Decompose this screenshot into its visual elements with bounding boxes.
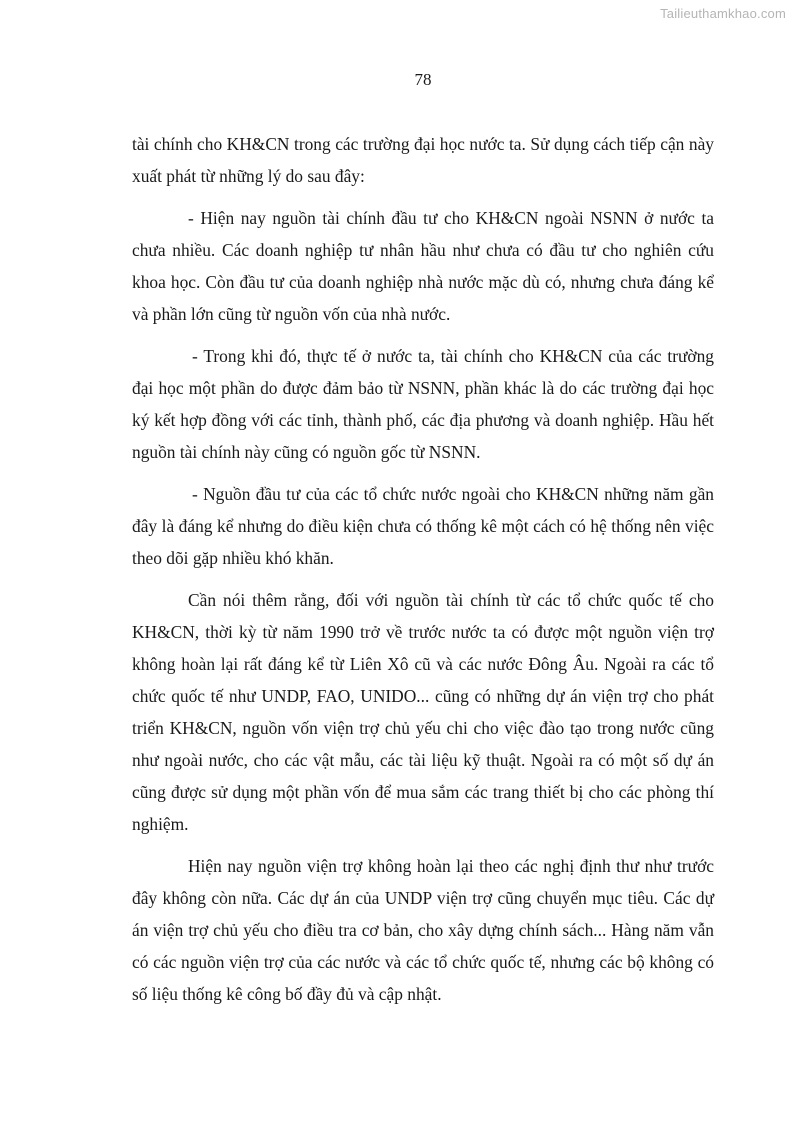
page-number: 78 [414,70,432,89]
paragraph-bullet-1: - Hiện nay nguồn tài chính đầu tư cho KH&CN ngoài NSNN ở nước ta chưa nhiều. Các doanh nghiệp tư nhân hầu như chưa có đầu tư cho nghiên cứu khoa học. Còn đầu tư của doanh nghiệp nhà nước mặc dù có, nhưng chưa đáng kể và phần lớn cũng từ nguồn vốn của nhà nước. [132,208,714,324]
paragraph-bullet-3: - Nguồn đầu tư của các tổ chức nước ngoài cho KH&CN những năm gần đây là đáng kể nhưng do điều kiện chưa có thống kê một cách có hệ thống nên việc theo dõi gặp nhiều khó khăn. [132,484,714,568]
paragraph-intro: tài chính cho KH&CN trong các trường đại học nước ta. Sử dụng cách tiếp cận này xuất phát từ những lý do sau đây: [132,134,714,186]
paragraph-current-aid: Hiện nay nguồn viện trợ không hoàn lại theo các nghị định thư như trước đây không còn nữa. Các dự án của UNDP viện trợ cũng chuyển mục tiêu. Các dự án viện trợ chủ yếu cho điều tra cơ bản, cho xây dựng chính sách... Hàng năm vẫn có các nguồn viện trợ của các nước và các tổ chức quốc tế, nhưng các bộ không có số liệu thống kê công bố đầy đủ và cập nhật. [132,856,714,1004]
watermark: Tailieuthamkhao.com [660,6,786,21]
document-body [132,128,714,1020]
paragraph-bullet-2: - Trong khi đó, thực tế ở nước ta, tài chính cho KH&CN của các trường đại học một phần do được đảm bảo từ NSNN, phần khác là do các trường đại học ký kết hợp đồng với các tỉnh, thành phố, các địa phương và doanh nghiệp. Hầu hết nguồn tài chính này cũng có nguồn gốc từ NSNN. [132,346,714,462]
paragraph-international-funding: Cần nói thêm rằng, đối với nguồn tài chính từ các tổ chức quốc tế cho KH&CN, thời kỳ từ năm 1990 trở về trước nước ta có được một nguồn viện trợ không hoàn lại rất đáng kể từ Liên Xô cũ và các nước Đông Âu. Ngoài ra các tổ chức quốc tế như UNDP, FAO, UNIDO... cũng có những dự án viện trợ cho phát triển KH&CN, nguồn vốn viện trợ chủ yếu chi cho việc đào tạo trong nước cũng như ngoài nước, cho các vật mẫu, các tài liệu kỹ thuật. Ngoài ra có một số dự án cũng được sử dụng một phần vốn để mua sắm các trang thiết bị cho các phòng thí nghiệm. [132,590,714,834]
